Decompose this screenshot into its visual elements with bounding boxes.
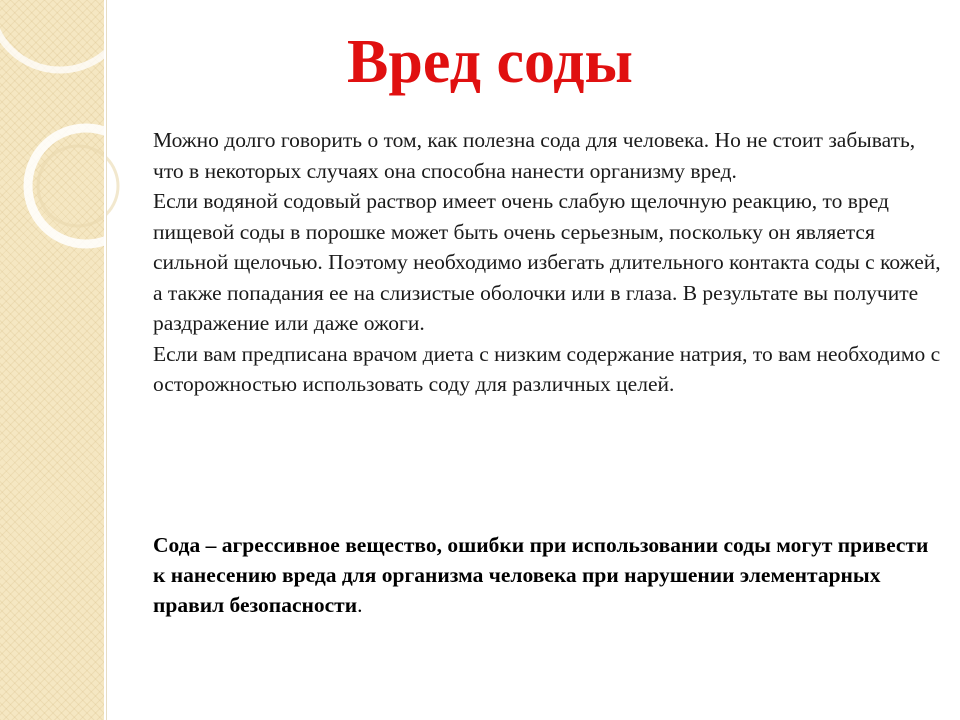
conclusion-period: . — [357, 593, 363, 617]
paragraph-sodium-diet: Если вам предписана врачом диета с низким содержание натрия, то вам необходимо с осторожностью использовать соду для различных целей. — [153, 341, 941, 396]
paragraph-alkali: Если водяной содовый раствор имеет очень слабую щелочную реакцию, то вред пищевой соды в порошке может быть очень серьезным, поскольку он является сильной щелочью. Поэтому необходимо избегать длительного контакта соды с кожей, а также попадания ее на слизистые оболочки или в глаза. В результате вы получите раздражение или даже ожоги. — [153, 189, 941, 335]
conclusion-text — [153, 530, 943, 620]
slide-title: Вред соды — [347, 28, 633, 96]
conclusion-bold: Сода – агрессивное вещество, ошибки при использовании соды могут привести к нанесению вреда для организма человека при нарушении элементарных правил безопасности — [153, 533, 929, 617]
band-divider-shadow — [106, 0, 107, 720]
body-text — [153, 125, 943, 400]
paragraph-intro: Можно долго говорить о том, как полезна сода для человека. Но не стоит забывать, что в некоторых случаях она способна нанести организму вред. — [153, 128, 916, 183]
